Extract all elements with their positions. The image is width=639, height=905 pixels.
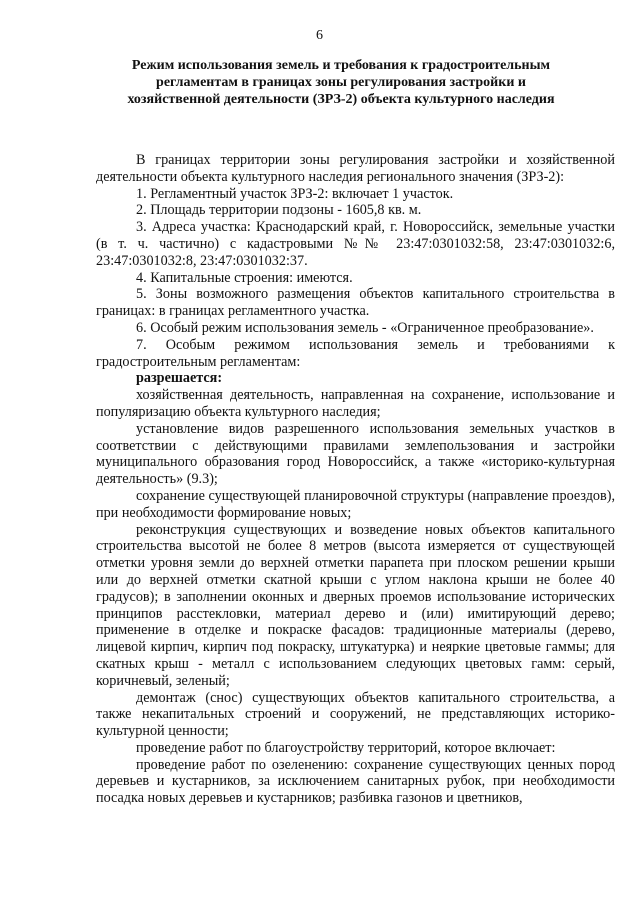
list-item-5: 5. Зоны возможного размещения объектов капитального строительства в границах: в границах регламентного участка. (96, 286, 615, 320)
list-item-1: 1. Регламентный участок ЗРЗ-2: включает 1 участок. (136, 185, 454, 202)
allowed-paragraph-2: установление видов разрешенного использования земельных участков в соответствии с действующими правилами землепользования и застройки муниципального образования город Новороссийск, а также «историко-культурная деятельность» (9.3); (96, 420, 615, 488)
allowed-paragraph-5: демонтаж (снос) существующих объектов капитального строительства, а также некапитальных строений и сооружений, не представляющих историко-культурной ценности; (96, 689, 615, 740)
allowed-paragraph-3: сохранение существующей планировочной структуры (направление проездов), при необходимости формирование новых; (96, 487, 615, 521)
list-item-6: 6. Особый режим использования земель - «Ограниченное преобразование». (136, 319, 594, 336)
list-item-4: 4. Капитальные строения: имеются. (136, 269, 353, 286)
document-body (96, 152, 615, 807)
allowed-paragraph-6: проведение работ по благоустройству территорий, которое включает: (136, 739, 556, 756)
list-item-7: 7. Особым режимом использования земель и требованиями к градостроительным регламентам: (96, 336, 615, 370)
intro-paragraph: В границах территории зоны регулирования застройки и хозяйственной деятельности объекта культурного наследия регионального значения (ЗРЗ-2): (96, 152, 615, 185)
list-item-3: 3. Адреса участка: Краснодарский край, г. Новороссийск, земельные участки (в т. ч. частично) с кадастровыми №№ 23:47:0301032:58, 23:47:0301032:6, 23:47:0301032:8, 23:47:0301032:37. (96, 219, 615, 269)
list-item-2: 2. Площадь территории подзоны - 1605,8 кв. м. (136, 202, 422, 219)
document-title: Режим использования земель и требования к градостроительным регламентам в границах зоны регулирования застройки и хозяйственной деятельности (ЗРЗ-2) объекта культурного наследия (127, 58, 555, 107)
allowed-heading: разрешается: (136, 370, 223, 387)
allowed-paragraph-4: реконструкция существующих и возведение новых объектов капитального строительства высотой не более 8 метров (высота измеряется от существующей отметки уровня земли до верхней отметки парапета при плоском решении крыши или до верхней отметки скатной крыши с углом наклона крыши не более 40 градусов); в заполнении оконных и дверных проемов использование исторических принципов расстекловки, материал дерево и (или) имитирующий дерево; применение в отделке и покраске фасадов: традиционные материалы (дерево, лицевой кирпич, кирпич под покраску, штукатурка) и неяркие цветовые гаммы; для скатных крыш - металл с использованием следующих цветовых гамм: серый, коричневый, зеленый; (96, 521, 615, 689)
page-number: 6 (316, 28, 323, 43)
allowed-paragraph-7: проведение работ по озеленению: сохранение существующих ценных пород деревьев и кустарников, за исключением санитарных рубок, при необходимости посадка новых деревьев и кустарников; разбивка газонов и цветников, (96, 756, 615, 807)
allowed-paragraph-1: хозяйственная деятельность, направленная на сохранение, использование и популяризацию объекта культурного наследия; (96, 387, 615, 420)
